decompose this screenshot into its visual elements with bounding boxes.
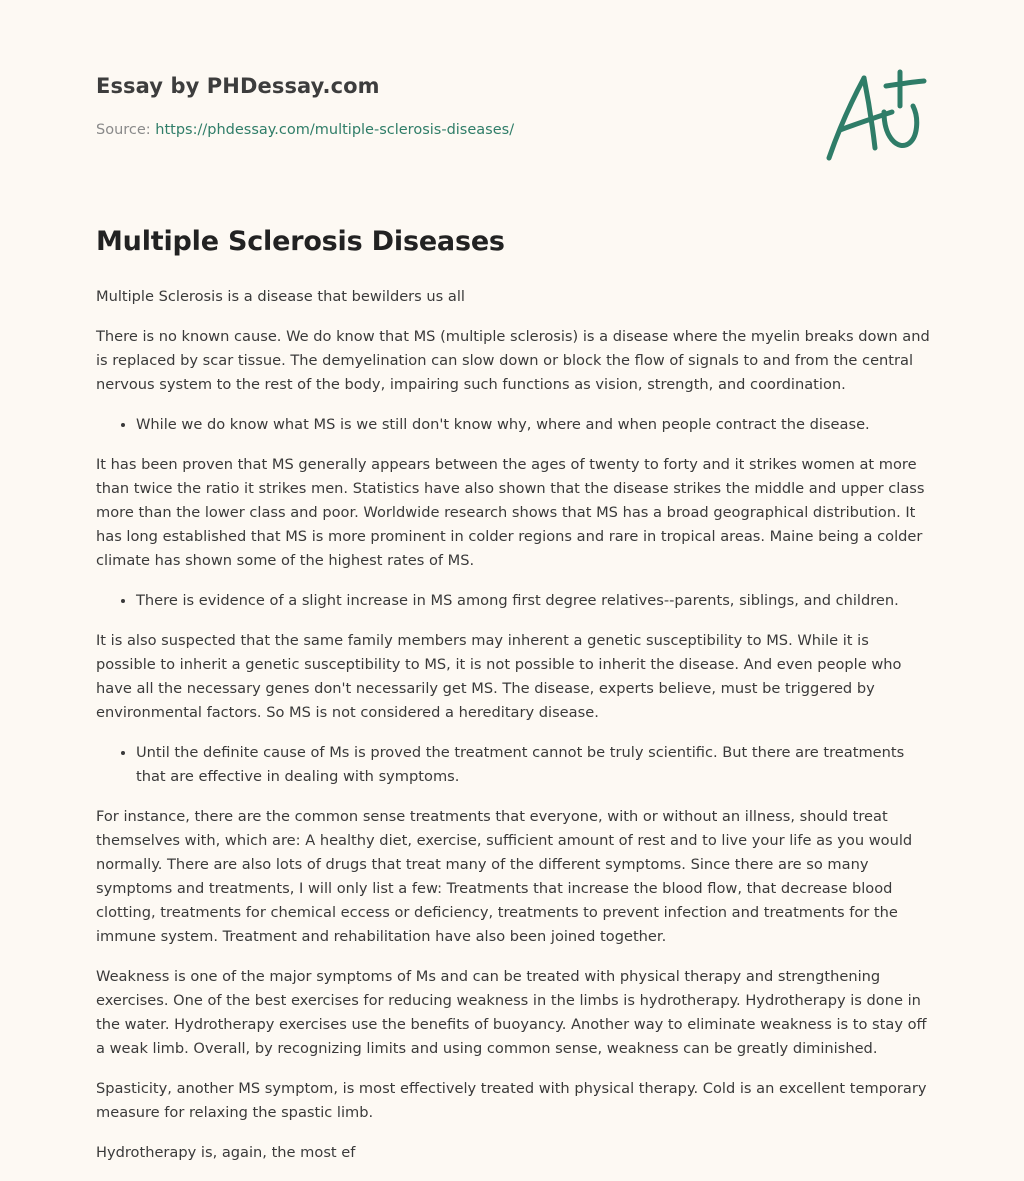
bullet-list-2 bbox=[96, 589, 932, 613]
essay-body bbox=[96, 285, 932, 1181]
bullet-item-1: • While we do know what MS is we still don't know why, where and when people contract the disease. bbox=[136, 413, 932, 437]
bullet-item-2: • There is evidence of a slight increase in MS among first degree relatives--parents, siblings, and children. bbox=[136, 589, 932, 613]
paragraph-6: Spasticity, another MS symptom, is most effectively treated with physical therapy. Cold is an excellent temporary measure for relaxing the spastic limb. bbox=[96, 1080, 927, 1121]
bullet-list-3 bbox=[96, 741, 932, 789]
source-link[interactable]: https://phdessay.com/multiple-sclerosis-diseases/ bbox=[155, 122, 515, 138]
essay-title: Multiple Sclerosis Diseases bbox=[96, 226, 505, 257]
paragraph-4: For instance, there are the common sense treatments that everyone, with or without an illness, should treat themselves with, which are: A healthy diet, exercise, sufficient amount of rest and to live your life as you would normally. There are also lots of drugs that treat many of the different symptoms. Since there are so many symptoms and treatments, I will only list a few: Treatments that increase the blood flow, that decrease blood clotting, treatments for chemical eccess or deficiency, treatments to prevent infection and treatments for the immune system. Treatment and rehabilitation have also been joined together. bbox=[96, 808, 913, 945]
paragraph-1: There is no known cause. We do know that MS (multiple sclerosis) is a disease where the myelin breaks down and is replaced by scar tissue. The demyelination can slow down or block the flow of signals to and from the central nervous system to the rest of the body, impairing such functions as vision, strength, and coordination. bbox=[96, 328, 930, 393]
paragraph-3: It is also suspected that the same family members may inherent a genetic susceptibility to MS. While it is possible to inherit a genetic susceptibility to MS, it is not possible to inherit the disease. And even people who have all the necessary genes don't necessarily get MS. The disease, experts believe, must be triggered by environmental factors. So MS is not considered a hereditary disease. bbox=[96, 632, 902, 721]
source-line bbox=[96, 122, 796, 138]
intro-paragraph: Multiple Sclerosis is a disease that bewilders us all bbox=[96, 288, 465, 305]
page-header bbox=[96, 74, 796, 138]
brand-title: Essay by PHDessay.com bbox=[96, 74, 380, 98]
paragraph-5: Weakness is one of the major symptoms of Ms and can be treated with physical therapy and strengthening exercises. One of the best exercises for reducing weakness in the limbs is hydrotherapy. Hydrotherapy is done in the water. Hydrotherapy exercises use the benefits of buoyancy. Another way to eliminate weakness is to stay off a weak limb. Overall, by recognizing limits and using common sense, weakness can be greatly diminished. bbox=[96, 968, 927, 1057]
bullet-list-1 bbox=[96, 413, 932, 437]
source-label: Source: bbox=[96, 122, 156, 138]
a-plus-grade-logo-icon bbox=[820, 66, 930, 166]
bullet-item-3: • Until the definite cause of Ms is proved the treatment cannot be truly scientific. But there are treatments that are effective in dealing with symptoms. bbox=[136, 741, 932, 789]
paragraph-7: Hydrotherapy is, again, the most ef bbox=[96, 1144, 356, 1161]
paragraph-2: It has been proven that MS generally appears between the ages of twenty to forty and it strikes women at more than twice the ratio it strikes men. Statistics have also shown that the disease strikes the middle and upper class more than the lower class and poor. Worldwide research shows that MS has a broad geographical distribution. It has long established that MS is more prominent in colder regions and rare in tropical areas. Maine being a colder climate has shown some of the highest rates of MS. bbox=[96, 456, 925, 569]
